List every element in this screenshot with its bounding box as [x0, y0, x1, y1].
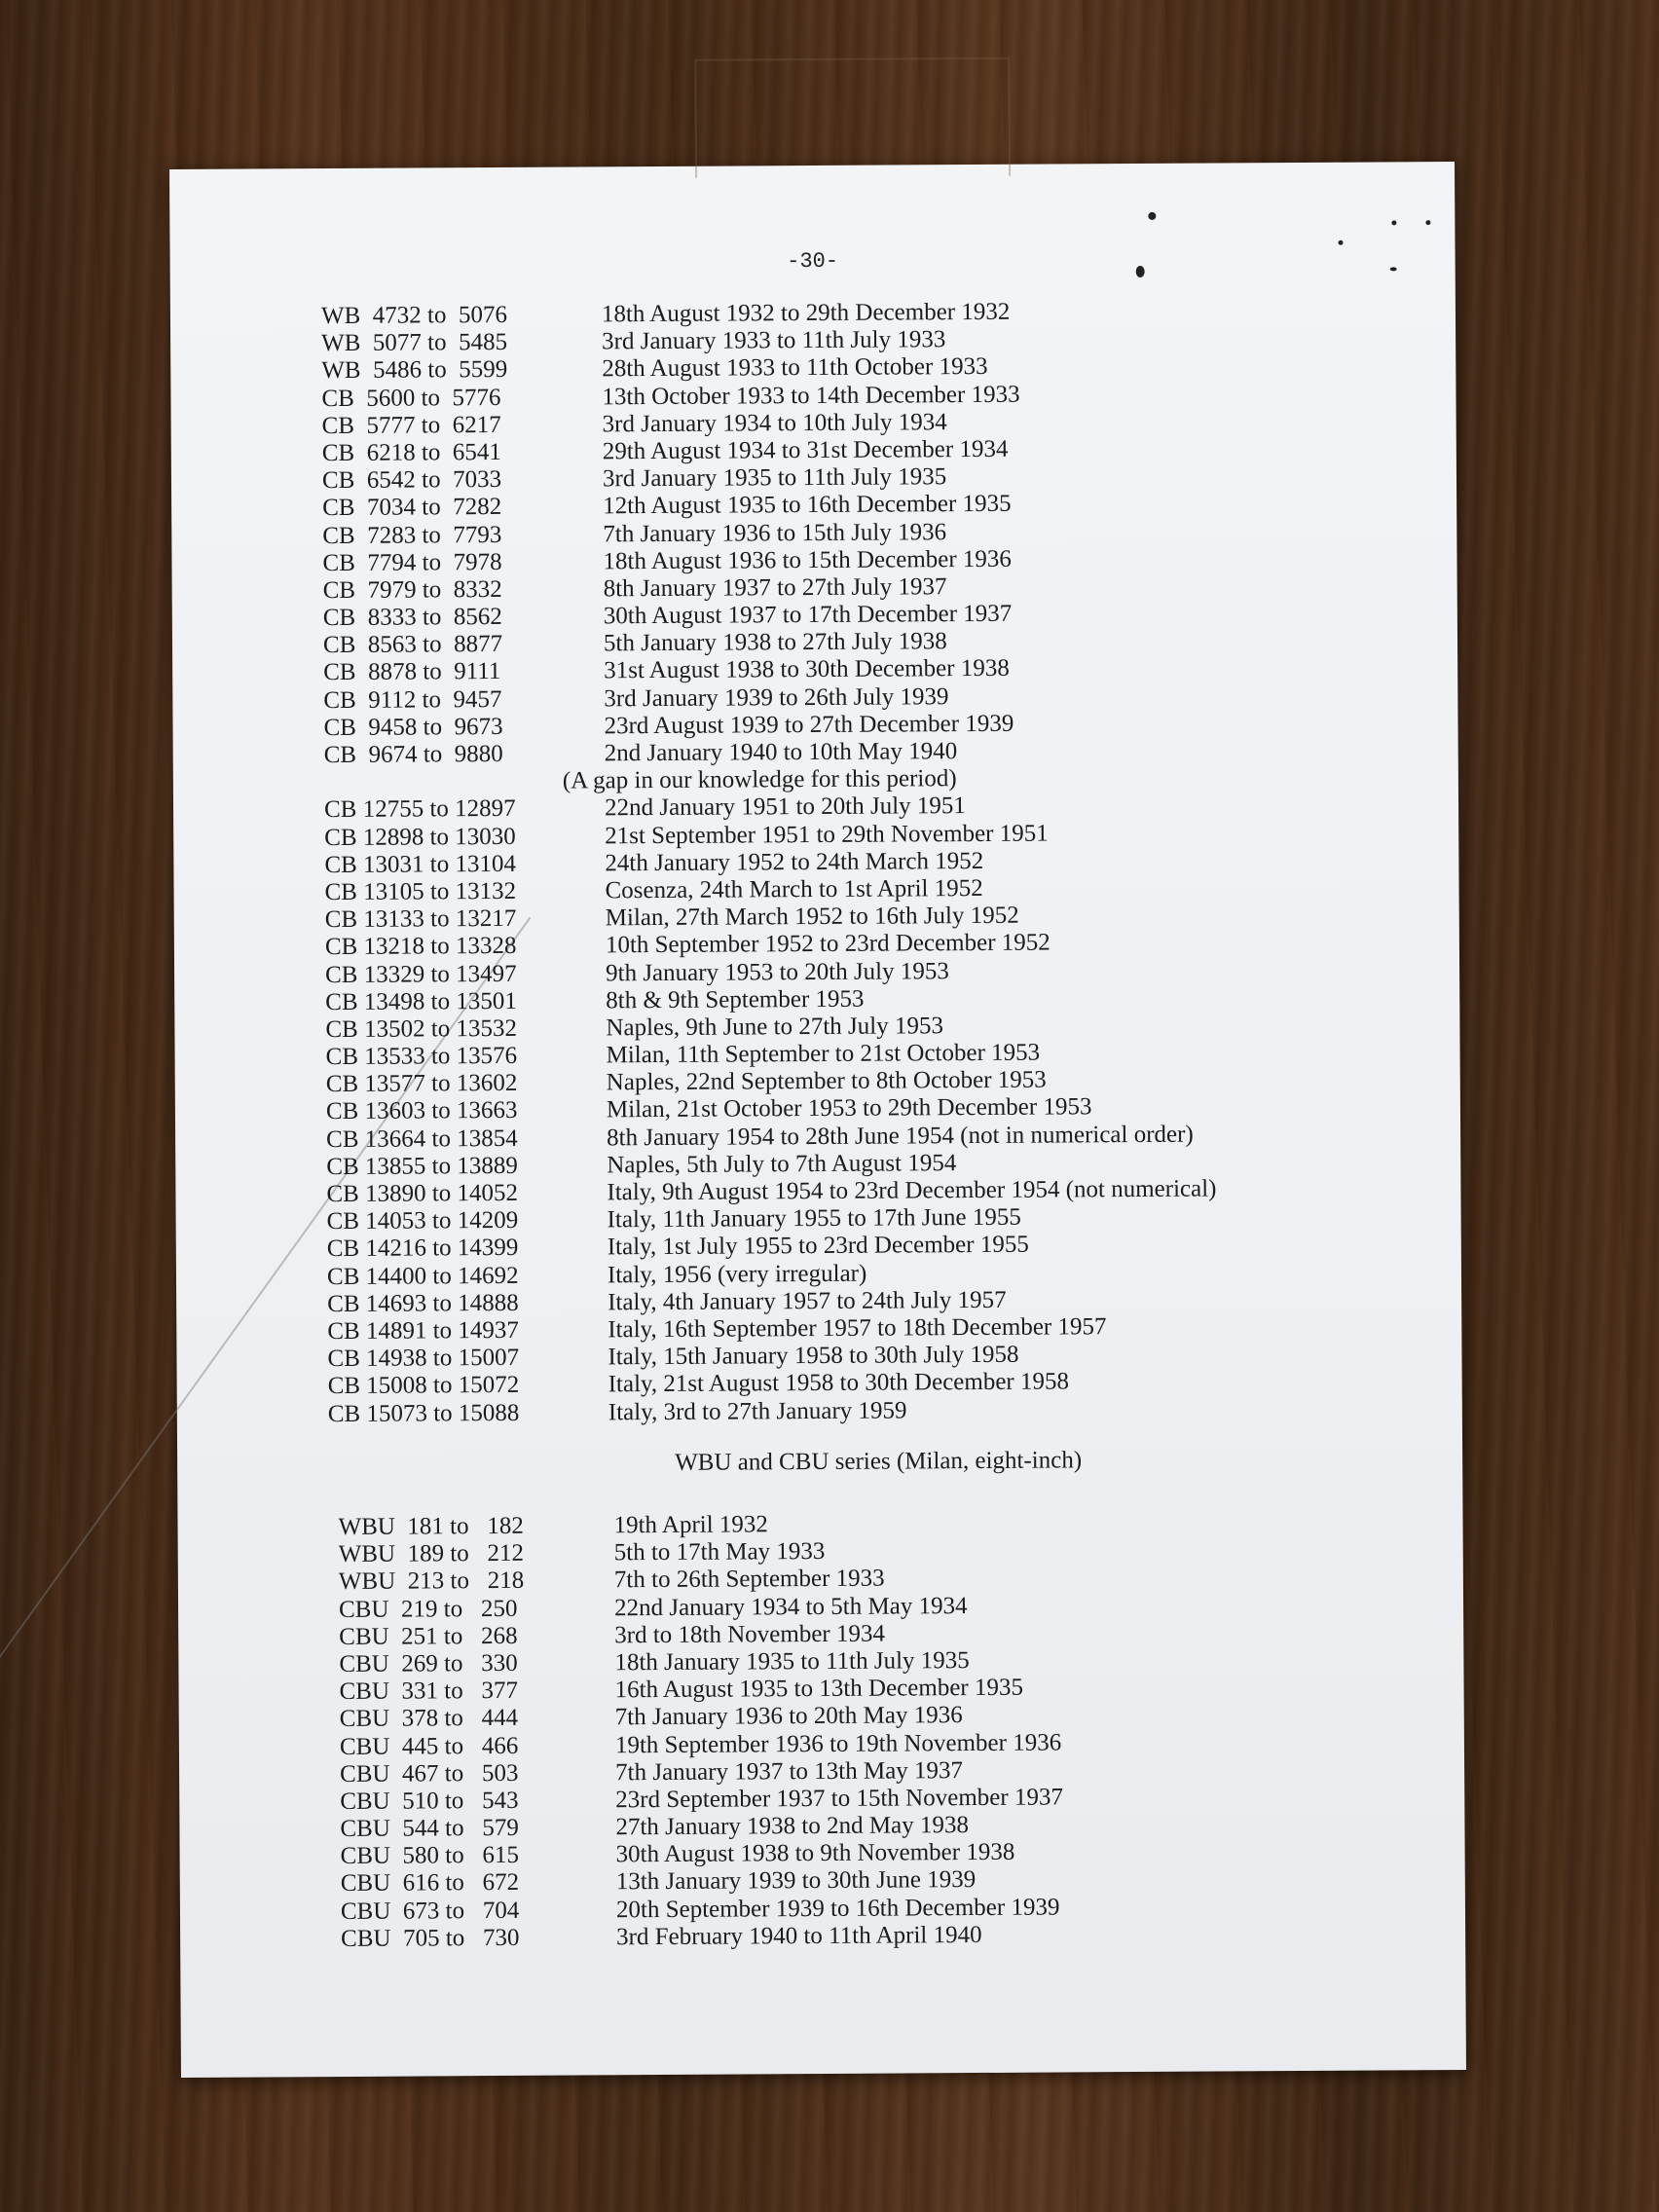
date-range: 19th September 1936 to 19th November 1936: [614, 1728, 1062, 1758]
date-range: 19th April 1932: [613, 1511, 768, 1539]
date-range: 30th August 1937 to 17th December 1937: [603, 600, 1013, 630]
date-range: Italy, 16th September 1957 to 18th December 1957: [608, 1313, 1107, 1344]
series-range: CBU 616 to 672: [340, 1869, 520, 1898]
series-range: CB 14891 to 14937: [327, 1316, 519, 1346]
embossed-imprint: [694, 57, 1011, 178]
series-range: CB 13105 to 13132: [324, 877, 517, 906]
series-range: WB 5077 to 5485: [321, 329, 508, 357]
date-range: 27th January 1938 to 2nd May 1938: [615, 1812, 969, 1841]
date-range: 28th August 1933 to 11th October 1933: [602, 353, 988, 383]
series-range: WBU 189 to 212: [338, 1540, 525, 1568]
section-heading: WBU and CBU series (Milan, eight-inch): [675, 1447, 1083, 1476]
series-range: CB 6542 to 7033: [321, 466, 502, 495]
series-range: CB 9458 to 9673: [323, 713, 503, 741]
section-cb-postwar: [324, 791, 1399, 1428]
series-range: CB 8563 to 8877: [322, 631, 503, 659]
series-range: CBU 219 to 250: [338, 1595, 518, 1623]
series-range: CB 13664 to 13854: [326, 1124, 518, 1153]
date-range: 16th August 1935 to 13th December 1935: [614, 1674, 1024, 1704]
series-range: CBU 544 to 579: [340, 1814, 519, 1843]
series-range: CB 12898 to 13030: [324, 823, 516, 851]
paper-speck: [1425, 220, 1430, 225]
series-range: CB 7979 to 8332: [322, 575, 502, 604]
date-range: 12th August 1935 to 16th December 1935: [603, 491, 1012, 520]
series-range: CB 13133 to 13217: [324, 905, 517, 934]
series-range: CB 13031 to 13104: [324, 850, 517, 878]
date-range: 13th January 1939 to 30th June 1939: [615, 1866, 977, 1896]
paper-speck: [1148, 212, 1156, 220]
paper-sheet: [169, 162, 1466, 2078]
date-range: 9th January 1953 to 20th July 1953: [605, 957, 949, 986]
series-range: CBU 269 to 330: [339, 1649, 518, 1677]
series-range: CBU 445 to 466: [339, 1732, 519, 1760]
section-wb-cb: [321, 296, 1395, 769]
series-range: CB 9112 to 9457: [323, 685, 502, 714]
date-range: Naples, 9th June to 27th July 1953: [606, 1013, 944, 1042]
series-range: CB 8333 to 8562: [322, 604, 502, 632]
series-range: CB 14053 to 14209: [326, 1207, 519, 1235]
date-range: Cosenza, 24th March to 1st April 1952: [605, 874, 983, 904]
series-range: CB 5777 to 6217: [321, 411, 501, 439]
date-range: 3rd January 1933 to 11th July 1933: [602, 326, 946, 355]
list-item: [341, 1919, 1412, 1953]
date-range: 29th August 1934 to 31st December 1934: [602, 435, 1009, 465]
date-range: 3rd January 1934 to 10th July 1934: [602, 408, 947, 438]
series-range: WBU 213 to 218: [338, 1567, 525, 1596]
series-range: CB 13603 to 13663: [325, 1097, 518, 1125]
series-range: CB 14400 to 14692: [326, 1262, 519, 1290]
series-range: CBU 378 to 444: [339, 1705, 519, 1733]
date-range: 3rd January 1935 to 11th July 1935: [602, 463, 947, 493]
series-range: CBU 580 to 615: [340, 1842, 520, 1870]
date-range: 7th January 1937 to 13th May 1937: [615, 1756, 964, 1786]
date-range: 22nd January 1951 to 20th July 1951: [604, 793, 966, 822]
series-range: CB 14938 to 15007: [327, 1345, 520, 1373]
series-range: CBU 510 to 543: [340, 1787, 519, 1815]
date-range: Italy, 9th August 1954 to 23rd December 1954 (not numerical): [607, 1175, 1217, 1206]
date-range: Italy, 4th January 1957 to 24th July 1957: [608, 1286, 1007, 1316]
date-range: Italy, 15th January 1958 to 30th July 1958: [608, 1341, 1019, 1371]
date-range: Milan, 21st October 1953 to 29th December 1953: [606, 1093, 1092, 1124]
series-range: WB 5486 to 5599: [321, 356, 508, 385]
series-range: CB 13855 to 13889: [326, 1152, 518, 1180]
series-range: CB 15073 to 15088: [327, 1399, 520, 1427]
date-range: Italy, 1956 (very irregular): [607, 1260, 867, 1288]
date-range: 18th August 1932 to 29th December 1932: [601, 298, 1011, 328]
list-item: [328, 1394, 1399, 1428]
series-range: CBU 673 to 704: [340, 1897, 520, 1925]
date-range: 18th August 1936 to 15th December 1936: [603, 545, 1012, 575]
date-range: Italy, 21st August 1958 to 30th December 1958: [608, 1368, 1070, 1398]
date-range: 8th January 1954 to 28th June 1954 (not in numerical order): [607, 1121, 1194, 1151]
date-range: Milan, 11th September to 21st October 1953: [606, 1039, 1041, 1069]
date-range: 23rd September 1937 to 15th November 1937: [615, 1784, 1063, 1814]
section-wbu-cbu: [338, 1507, 1412, 1953]
series-range: CB 15008 to 15072: [327, 1372, 520, 1400]
series-list-upper: [321, 296, 1399, 1427]
series-list-lower: [338, 1507, 1412, 1953]
series-range: CBU 251 to 268: [339, 1622, 518, 1650]
series-range: CBU 331 to 377: [339, 1677, 519, 1706]
date-range: 5th January 1938 to 27th July 1938: [603, 628, 947, 657]
series-range: CB 5600 to 5776: [321, 384, 501, 412]
date-range: Italy, 1st July 1955 to 23rd December 1955: [607, 1232, 1029, 1261]
date-range: 23rd August 1939 to 27th December 1939: [604, 710, 1014, 740]
date-range: 5th to 17th May 1933: [613, 1538, 826, 1567]
series-range: CB 12755 to 12897: [323, 795, 516, 824]
paper-speck: [1391, 220, 1396, 225]
gap-note: (A gap in our knowledge for this period): [562, 765, 957, 794]
series-range: WB 4732 to 5076: [320, 301, 507, 330]
date-range: 13th October 1933 to 14th December 1933: [602, 381, 1020, 410]
series-range: CBU 467 to 503: [340, 1759, 519, 1788]
series-range: CB 13577 to 13602: [325, 1070, 518, 1098]
series-range: CB 14216 to 14399: [326, 1235, 519, 1263]
date-range: 30th August 1938 to 9th November 1938: [615, 1839, 1015, 1868]
series-range: CB 13890 to 14052: [326, 1179, 519, 1208]
date-range: 22nd January 1934 to 5th May 1934: [613, 1592, 968, 1621]
date-range: 31st August 1938 to 30th December 1938: [604, 655, 1010, 684]
series-range: CB 7283 to 7793: [322, 521, 502, 549]
date-range: 7th January 1936 to 15th July 1936: [603, 518, 947, 547]
date-range: 8th January 1937 to 27th July 1937: [603, 573, 947, 603]
date-range: Italy, 3rd to 27th January 1959: [608, 1396, 907, 1425]
series-range: CB 8878 to 9111: [323, 658, 501, 686]
series-range: CB 7794 to 7978: [322, 548, 502, 576]
series-range: CB 14693 to 14888: [327, 1289, 519, 1317]
date-range: 3rd January 1939 to 26th July 1939: [604, 682, 949, 712]
date-range: 18th January 1935 to 11th July 1935: [614, 1646, 970, 1677]
date-range: Italy, 11th January 1955 to 17th June 1955: [607, 1203, 1021, 1234]
series-range: CB 9674 to 9880: [323, 740, 503, 769]
date-range: 8th & 9th September 1953: [606, 985, 865, 1014]
series-range: CB 6218 to 6541: [321, 438, 501, 467]
date-range: Naples, 5th July to 7th August 1954: [607, 1149, 957, 1179]
date-range: 3rd February 1940 to 11th April 1940: [616, 1921, 982, 1951]
paper-speck: [1338, 240, 1343, 245]
series-range: CB 13533 to 13576: [325, 1042, 518, 1071]
series-range: CBU 705 to 730: [341, 1924, 520, 1952]
date-range: 20th September 1939 to 16th December 1939: [615, 1894, 1060, 1923]
date-range: 21st September 1951 to 29th November 1951: [605, 820, 1049, 849]
date-range: 2nd January 1940 to 10th May 1940: [604, 738, 958, 767]
date-range: 3rd to 18th November 1934: [614, 1620, 886, 1649]
date-range: Milan, 27th March 1952 to 16th July 1952: [605, 902, 1019, 932]
series-range: CB 13329 to 13497: [324, 960, 517, 988]
series-range: CB 13502 to 13532: [325, 1014, 518, 1043]
date-range: 7th to 26th September 1933: [613, 1565, 885, 1594]
series-range: WBU 181 to 182: [338, 1512, 524, 1541]
date-range: Naples, 22nd September to 8th October 1953: [606, 1066, 1047, 1096]
page-number: -30-: [787, 248, 839, 275]
series-range: CB 13498 to 13501: [325, 987, 517, 1015]
series-range: CB 13218 to 13328: [324, 933, 517, 961]
date-range: 7th January 1936 to 20th May 1936: [614, 1702, 963, 1731]
date-range: 24th January 1952 to 24th March 1952: [605, 847, 984, 877]
series-range: CB 7034 to 7282: [322, 494, 502, 522]
date-range: 10th September 1952 to 23rd December 1952: [605, 929, 1051, 959]
